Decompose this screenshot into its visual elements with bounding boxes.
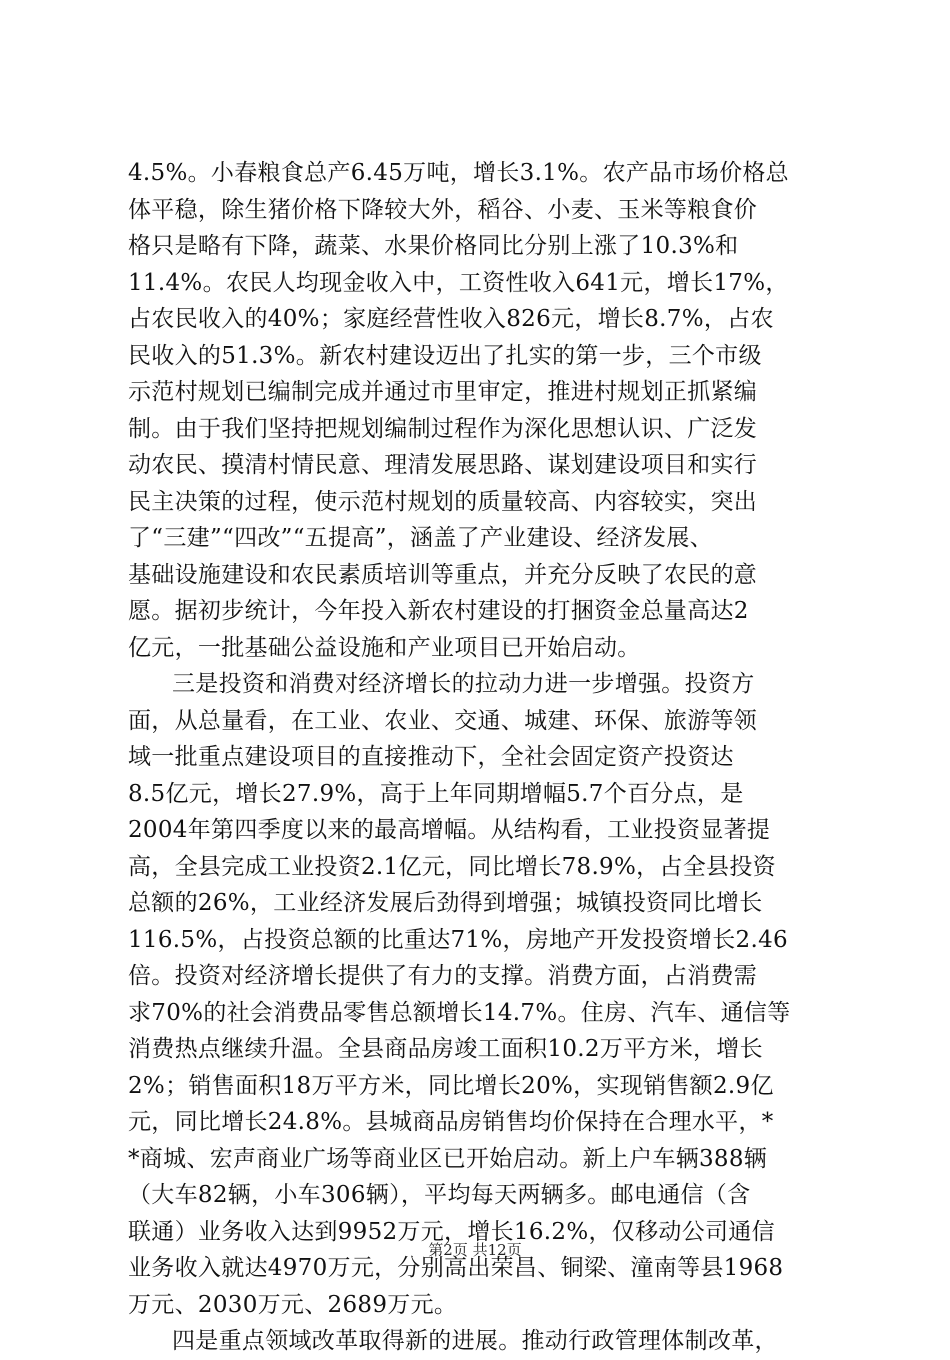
text-line: 8.5亿元，增长27.9%，高于上年同期增幅5.7个百分点，是 [128,780,744,807]
text-line: 万元、2030万元、2689万元。 [128,1291,458,1318]
text-line: *商城、宏声商业广场等商业区已开始启动。新上户车辆388辆 [128,1145,768,1172]
text-line: 愿。据初步统计，今年投入新农村建设的打捆资金总量高达2 [128,598,749,624]
text-line: 求70%的社会消费品零售总额增长14.7%。住房、汽车、通信等 [128,999,791,1026]
text-line: 高，全县完成工业投资2.1亿元，同比增长78.9%，占全县投资 [128,853,776,880]
text-line: 联通）业务收入达到9952万元，增长16.2%，仅移动公司通信 [128,1218,775,1245]
text-line: 动农民、摸清村情民意、理清发展思路、谋划建设项目和实行 [128,452,758,478]
text-line: 了“三建”“四改”“五提高”，涵盖了产业建设、经济发展、 [128,525,713,551]
paragraph-start-line: 三是投资和消费对经济增长的拉动力进一步增强。投资方 [172,671,755,697]
text-line: 民收入的51.3%。新农村建设迈出了扎实的第一步，三个市级 [128,342,762,369]
text-line: 民主决策的过程，使示范村规划的质量较高、内容较实，突出 [128,488,758,515]
paragraph-start-line: 四是重点领域改革取得新的进展。推动行政管理体制改革， [172,1328,778,1354]
text-line: 面，从总量看，在工业、农业、交通、城建、环保、旅游等领 [128,707,758,734]
text-line: 制。由于我们坚持把规划编制过程作为深化思想认识、广泛发 [128,415,758,442]
text-line: 亿元，一批基础公益设施和产业项目已开始启动。 [128,634,641,661]
text-line: 11.4%。农民人均现金收入中，工资性收入641元，增长17%， [128,269,789,296]
text-line: 基础设施建设和农民素质培训等重点，并充分反映了农民的意 [128,561,758,588]
text-line: 业务收入就达4970万元，分别高出荣昌、铜梁、潼南等县1968 [128,1255,784,1281]
text-line: 2004年第四季度以来的最高增幅。从结构看，工业投资显著提 [128,817,771,843]
text-line: 总额的26%，工业经济发展后劲得到增强；城镇投资同比增长 [128,890,763,916]
text-line: 4.5%。小春粮食总产6.45万吨，增长3.1%。农产品市场价格总 [128,160,789,186]
page-footer [0,1240,950,1260]
text-line: 116.5%，占投资总额的比重达71%，房地产开发投资增长2.46 [128,926,788,953]
text-line: 域一批重点建设项目的直接推动下，全社会固定资产投资达 [128,744,734,770]
text-line: 体平稳，除生猪价格下降较大外，稻谷、小麦、玉米等粮食价 [128,196,758,223]
page-number-label: 第2页 共12页 [428,1241,522,1259]
text-line: （大车82辆，小车306辆），平均每天两辆多。邮电通信（含 [128,1182,751,1208]
text-line: 元，同比增长24.8%。县城商品房销售均价保持在合理水平，* [128,1109,774,1135]
text-line: 示范村规划已编制完成并通过市里审定，推进村规划正抓紧编 [128,379,758,405]
text-line: 2%；销售面积18万平方米，同比增长20%，实现销售额2.9亿 [128,1072,774,1099]
body-text [128,155,840,1360]
text-line: 占农民收入的40%；家庭经营性收入826元，增长8.7%，占农 [128,306,774,332]
text-line: 消费热点继续升温。全县商品房竣工面积10.2万平方米，增长 [128,1036,763,1062]
text-line: 格只是略有下降，蔬菜、水果价格同比分别上涨了10.3%和 [128,233,739,259]
text-line: 倍。投资对经济增长提供了有力的支撑。消费方面，占消费需 [128,963,758,989]
